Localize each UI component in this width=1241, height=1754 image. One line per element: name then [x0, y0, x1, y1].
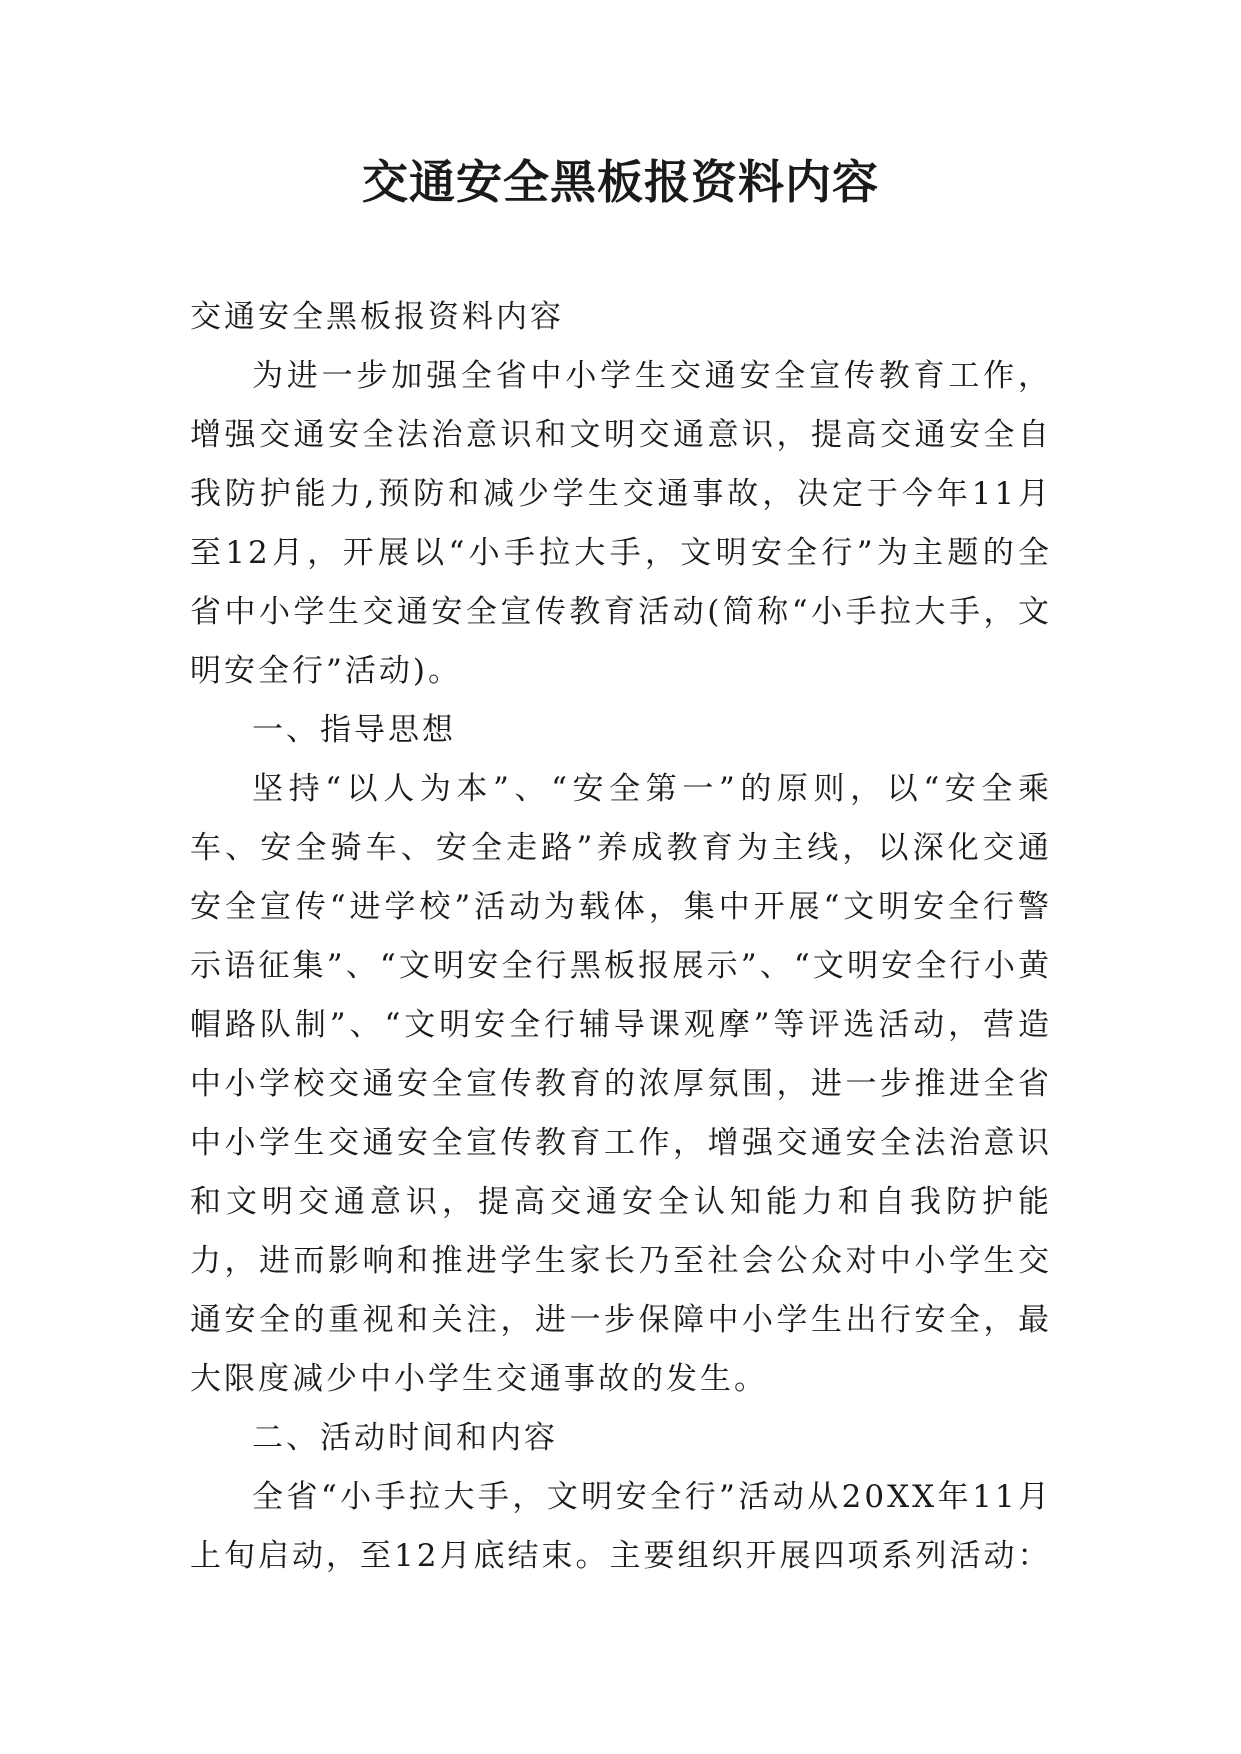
section-heading-guiding-ideology: 一、指导思想 [252, 712, 456, 748]
paragraph-guiding-ideology: 坚持“以人为本”、“安全第一”的原则，以“安全乘车、安全骑车、安全走路”养成教育为主线，以深化交通安全宣传“进学校”活动为载体，集中开展“文明安全行警示语征集”、“文明安全行黑板报展示”、“文明安全行小黄帽路队制”、“文明安全行辅导课观摩”等评选活动，营造中小学校交通安全宣传教育的浓厚氛围，进一步推进全省中小学生交通安全宣传教育工作，增强交通安全法治意识和文明交通意识，提高交通安全认知能力和自我防护能力，进而影响和推进学生家长乃至社会公众对中小学生交通安全的重视和关注，进一步保障中小学生出行安全，最大限度减少中小学生交通事故的发生。 [190, 771, 1052, 1397]
section-heading-time-and-content: 二、活动时间和内容 [252, 1420, 558, 1456]
document-body [190, 288, 1052, 1586]
paragraph-subtitle: 交通安全黑板报资料内容 [190, 299, 564, 335]
document-title: 交通安全黑板报资料内容 [362, 155, 879, 209]
paragraph-time-and-content: 全省“小手拉大手，文明安全行”活动从20XX年11月上旬启动，至12月底结束。主要组织开展四项系列活动： [190, 1479, 1052, 1574]
paragraph-intro: 为进一步加强全省中小学生交通安全宣传教育工作，增强交通安全法治意识和文明交通意识，提高交通安全自我防护能力,预防和减少学生交通事故，决定于今年11月至12月，开展以“小手拉大手，文明安全行”为主题的全省中小学生交通安全宣传教育活动(简称“小手拉大手，文明安全行”活动)。 [190, 358, 1052, 689]
